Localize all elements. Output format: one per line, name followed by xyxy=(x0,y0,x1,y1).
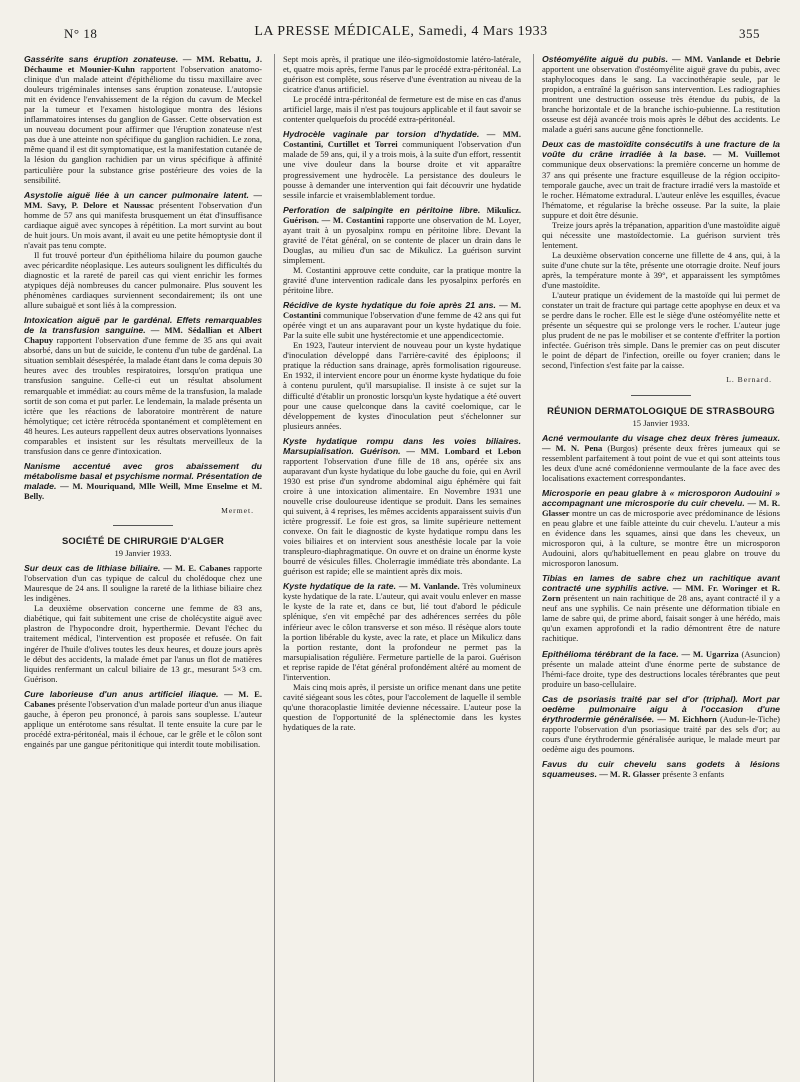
article-paragraph xyxy=(542,54,780,134)
publication-title: LA PRESSE MÉDICALE, Samedi, 4 Mars 1933 xyxy=(254,24,548,39)
article-paragraph xyxy=(542,649,780,689)
article xyxy=(542,139,780,370)
article-signature: L. Bernard. xyxy=(726,375,772,385)
article-title: Asystolie aiguë liée à un cancer pulmonaire latent. xyxy=(24,189,249,200)
article-authors: — M. R. Glasser xyxy=(542,497,780,518)
article-paragraph: Sept mois après, il pratique une iléo-sigmoïdostomie latéro-latérale, et, quatre mois après, ferme l'anus par le procédé extra-péritonéal. La guérison est complète, sous réserve d'une éventration au niveau de la cicatrice d'anus artificiel. xyxy=(283,54,521,95)
article-paragraph xyxy=(542,488,780,568)
article-paragraph xyxy=(283,129,521,199)
article xyxy=(542,54,780,134)
article-paragraph: L'auteur pratique un évidement de la mastoïde qui lui permet de constater un trait de fracture qui partage cette apophyse en deux et va se perdre dans le rocher. Elle est le siège d'une ostéomyélite nette et présente un séquestre qui se prolonge vers le rocher. L'auteur juge plus prudent de ne pas le mobiliser et se contente d'effriter la portion infectée. Guérison très simple. Dans le premier cas on peut discuter le point de départ de l'infection, oreille ou foyer cranien; dans le second, l'infection s'est faite par la caisse. xyxy=(542,290,780,371)
article-authors: — M. Costantini xyxy=(283,300,521,321)
article-paragraph xyxy=(24,689,262,749)
column-3 xyxy=(533,54,780,1082)
article-title: Kyste hydatique rompu dans les voies biliaires. Marsupialisation. Guérison. xyxy=(283,435,521,456)
article-title: Cure laborieuse d'un anus artificiel iliaque. xyxy=(24,688,219,699)
article-title: Cas de psoriasis traité par sel d'or (triphal). Mort par oedème pulmonaire aigu à l'occasion d'une érythrodermie généralisée. xyxy=(542,693,780,724)
article-title: Intoxication aiguë par le gardénal. Effets remarquables de la transfusion sanguine. xyxy=(24,315,262,336)
article-paragraph xyxy=(283,300,521,340)
article-paragraph xyxy=(542,694,780,754)
article xyxy=(542,694,780,754)
article xyxy=(24,689,262,749)
column-1 xyxy=(24,54,262,1082)
article-paragraph: Treize jours après la trépanation, apparition d'une mastoïdite aiguë qui nécessite une mastoïdectomie. La guérison survient très lentement. xyxy=(542,219,780,250)
article-authors: — M. R. Glasser xyxy=(597,769,661,780)
article-paragraph xyxy=(283,581,521,681)
section-date: 15 Janvier 1933. xyxy=(632,417,690,428)
article-text: communiquent l'observation d'un malade de 59 ans, qui, il y a trois mois, à la suite d'un effort, ressentit une vive douleur dans la bourse droite et vit apparaître progressivement une hydrocèle. La persistance des douleurs le pousse à demander une intervention qui fait découvrir une hydatide sessile infarcie et vraisemblablement tordue. xyxy=(283,139,521,200)
article xyxy=(283,581,521,732)
article-title: Epithélioma térébrant de la face. xyxy=(542,648,679,659)
article-continuation xyxy=(283,54,521,124)
article-text: présente 3 enfants xyxy=(660,769,725,780)
article-paragraph xyxy=(24,315,262,456)
article-text: présente l'observation d'un malade porteur d'un anus iliaque gauche, à éperon peu prononcé, à parois sans souplesse. L'auteur applique un entérotome sans résultat. Il tente ensuite la cure par le procédé extra-péritonéal, mais il échoue, car le grêle et le côlon sont engainés par une gangue péritonitique qui interdit toute mobilisation. xyxy=(24,698,262,749)
article-title: Perforation de salpingite en péritoine libre. xyxy=(283,204,481,215)
article xyxy=(24,461,262,501)
section-title: SOCIÉTÉ DE CHIRURGIE D'ALGER xyxy=(61,535,224,547)
article-authors: Mikulicz. Guérison. — M. Costantini xyxy=(283,204,521,225)
article-text: (Audun-le-Tiche) rapporte l'observation d'un psoriasique traité par des sels d'or; au cours d'une érythrodermie généralisée aurique, le malade meurt par oedème aigu des poumons. xyxy=(542,713,780,754)
article-text: (Asuncion) présente un malade atteint d'une énorme perte de substance de l'hémi-face droite, type des destructions locales térébrantes que peut produire un baso-cellulaire. xyxy=(542,648,780,689)
article-title: Acné vermoulante du visage chez deux frères jumeaux. xyxy=(542,432,780,443)
article xyxy=(283,129,521,199)
columns xyxy=(24,54,780,1082)
article-authors: — MM. Fr. Woringer et R. Zorn xyxy=(542,583,780,604)
article xyxy=(283,300,521,431)
article xyxy=(24,563,262,684)
article-paragraph: Le procédé intra-péritonéal de fermeture est de mise en cas d'anus artificiel large, mais il n'est pas toujours applicable et il faut savoir se contenter quelquefois du procédé extra-péritonéal. xyxy=(283,94,521,125)
article-paragraph: La deuxième observation concerne une femme de 83 ans, diabétique, qui fait subitement une crise de cholécystite aiguë avec plastron de l'hypocondre droit, hyperthermie. Devant l'échec du traitement médical, l'intervention est proposée et refusée. On fait ingérer de l'huile d'olives toutes les deux heures, et douze jours après le début des accidents, la malade émet par l'anus un flot de matières liquides renfermant un calcul biliaire de 13 gr., mesurant 5×3 cm. Guérison. xyxy=(24,603,262,684)
article-authors: — MM. Costantini, Curtillet et Torrei xyxy=(283,129,521,150)
article-authors: — MM. Lombard et Lebon xyxy=(400,445,521,456)
article-authors: — M. Mouriquand, Mlle Weill, Mme Enselme et M. Belly. xyxy=(24,480,262,501)
article-text: rapportent l'observation d'une fille de 18 ans, opérée six ans auparavant d'un kyste hydatique du lobe gauche du foie, qui en Avril 1930 est prise d'un syndrome abdominal aigu éphémère qui fait croire à une intoxication alimentaire. En Novembre 1931 une nouvelle crise douloureuse identique se produit. Dans les semaines qui suivent, à 4 reprises, les mêmes accidents apparaissent suivis d'un ictère progressif. Le foie est gros, sa limite supérieure nettement convexe. On fait le diagnostic de kyste hydatique rompu dans les voies biliaires et on intervient sous anesthésie locale par la voie transpleuro-diaphragmatique. On ouvre et on draine un énorme kyste bourré de vésicules filles. Cholerragie immédiate très abondante. La guérison est rapide; elle se maintient après dix mois. xyxy=(283,455,521,577)
article-authors: — MM. Vanlande et Debrie xyxy=(668,54,780,64)
issue-number: N° 18 xyxy=(64,26,98,41)
article-paragraph: Il fut trouvé porteur d'un épithélioma hilaire du poumon gauche avec péricardite néoplasique. Les auteurs soulignent les difficultés du diagnostic et la rareté de pareil cas qui vient enrichir les formes atypiques déjà nombreuses du cancer pulmonaire. Plus souvent les phénomènes cardiaques surviennent secondairement; ils ont une allure subaiguë et sont liés à la compression. xyxy=(24,249,262,311)
page-header xyxy=(24,24,778,46)
column-2 xyxy=(274,54,521,1082)
article-authors: — M. Vanlande. xyxy=(396,581,460,592)
article-text: rapportent l'observation anatomo-clinique d'un malade atteint d'épithéliome du tissu maxillaire avec douleurs trigéminales intenses sans éruption zonateuse. L'autopsie mit en évidence l'envahissement de la région du cavum de Meckel par la tumeur et l'examen histologique montra des lésions inflammatoires intenses du ganglion de Gasser. Cette observation est un nouveau document pour affirmer que l'éruption zonateuse n'est pas due à une atteinte non spécifique du ganglion rachidien. Le zona, même quand il est dit symptomatique, est la manifestation cutanée de la lésion du ganglion rachidien par un virus spécifique à affinité particulière pour la substance grise postérieure des voies de la sensibilité. xyxy=(24,64,262,185)
article-text: présentent un nain rachitique de 28 ans, ayant contracté il y a neuf ans une syphilis. Ce nain présente une déformation tibiale en lame de sabre qui, de prime abord, faisait songer à une hérédo, mais qu'un examen approfondi et la radio démontrent être de nature rachitique. xyxy=(542,593,780,644)
article-authors: — MM. Rebattu, J. Déchaume et Mounier-Kuhn xyxy=(24,54,262,75)
article xyxy=(542,649,780,689)
article-paragraph xyxy=(24,461,262,501)
article-title: Kyste hydatique de la rate. xyxy=(283,581,396,592)
article-authors: — MM. Sédallian et Albert Chapuy xyxy=(24,325,262,346)
article-authors: — M. Vuillemot xyxy=(706,149,780,160)
article-paragraph: La deuxième observation concerne une fillette de 4 ans, qui, à la suite d'une chute sur la tête, présente une otorragie droite. Neuf jours après, la température monte à 39°, et apparaissent les symptômes d'une mastoïdite. xyxy=(542,249,780,291)
article-title: Nanisme accentué avec gros abaissement du métabolisme basal et psychisme normal. Présentation de malade. xyxy=(24,460,262,491)
section-date: 19 Janvier 1933. xyxy=(114,548,172,559)
article-authors: — M. Ugarriza xyxy=(678,648,739,659)
article-paragraph xyxy=(283,436,521,577)
article-text: communique deux observations: la première concerne un homme de 37 ans qui présente une fracture esquilleuse de la région occipito-temporale gauche, avec un trait de fracture irradié vers la mastoïde et le rocher. Hématome extradural. L'auteur enlève les esquilles, évacue l'hématome, et régularise la brèche osseuse. Par la suite, la plaie suppure et doit être désunie. xyxy=(542,159,780,220)
article-paragraph xyxy=(24,54,262,185)
article-title: Deux cas de mastoïdite consécutifs à une fracture de la voûte du crâne irradiée à la base. xyxy=(542,139,780,160)
article-paragraph xyxy=(542,573,780,643)
article xyxy=(283,436,521,577)
article-text: rapportent l'observation d'une femme de 35 ans qui avait absorbé, dans un but de suicide, le contenu d'un tube de gardénal. La situation semblait désespérée, la malade étant dans le coma depuis 30 heures avec des troubles respiratoires, lorsqu'on pratiqua une transfusion sanguine. Celle-ci eut un résultat absolument remarquable et immédiat: au cours même de la transfusion, la malade sortit de son coma et put parler. Le lendemain, la malade présenta un ictère que les réactions de laboratoire montrèrent de nature hémolytique; cet ictère rétrocéda spontanément et complètement en 48 heures. Les auteurs rappellent deux autres observations lyonnaises comparables et insistent sur les résultats merveilleux de la transfusion dans ce genre d'intoxication. xyxy=(24,335,262,456)
article xyxy=(542,573,780,643)
article-authors: — M. N. Pena xyxy=(542,442,603,453)
article-title: Microsporie en peau glabre à « microsporon Audouini » accompagnant une microsporie du cuir chevelu. xyxy=(542,487,780,508)
article-text: communique l'observation d'une femme de 42 ans qui fut opérée vingt et un ans auparavant pour un kyste hydatique du foie. Par la suite elle subit une hystérectomie et une appendicectomie. xyxy=(283,310,521,341)
article-authors: — M. E. Cabanes xyxy=(160,563,231,574)
article xyxy=(24,190,262,311)
article xyxy=(542,488,780,568)
article-title: Récidive de kyste hydatique du foie après 21 ans. xyxy=(283,300,496,311)
article-paragraph: M. Costantini approuve cette conduite, car la pratique montre la gravité d'une intervention radicale dans les pyosalpinx perforés en péritoine libre. xyxy=(283,264,521,296)
article-paragraph xyxy=(283,205,521,265)
article-title: Sur deux cas de lithiase biliaire. xyxy=(24,563,161,574)
article-text: rapporte une observation de M. Loyer, ayant trait à un pyosalpinx rompu en péritoine libre. Devant la gravité de l'état général, on se contente de placer un drain dans le Douglas, au milieu d'un sac de Mikulicz. La guérison survint simplement. xyxy=(283,214,521,265)
article-text: Très volumineux kyste hydatique de la rate. L'auteur, qui avait voulu enlever en masse le kyste de la rate et, dans ce but, lié tout d'abord le pédicule splénique, s'en vit empêché par des adhérences serrées du pôle inférieur avec le côlon transverse et son méso. Il résèque alors toute la portion libérable du kyste, avec la rate, et place un Mikulicz dans la portion restante, dont la profondeur ne permet pas la marsupialisation régulière. Fermeture partielle de la paroi. Guérison et reprise rapide de l'état général profondément altéré au moment de l'intervention. xyxy=(283,581,521,682)
article-title: Favus du cuir chevelu sans godets à lésions squameuses. xyxy=(542,759,780,780)
article-paragraph: En 1923, l'auteur intervient de nouveau pour un kyste hydatique d'inoculation développé dans l'arrière-cavité des épiploons; il pratique la réduction sans drainage, après formolisation rigoureuse. En 1932, il intervient encore pour un énorme kyste hydatique du foie à contenu purulent, qu'il marsupialise. Il insiste à ce sujet sur la difficulté d'établir un pronostic lorsqu'un kyste hydatique a été ouvert pour une cause quelconque dans la cavité coelomique, car le développement de kystes d'inoculation peut s'échelonner sur plusieurs années. xyxy=(283,340,521,431)
page-number: 355 xyxy=(739,26,760,41)
article-paragraph xyxy=(24,190,262,250)
article xyxy=(542,759,780,779)
article-authors: — MM. Savy, P. Delore et Naussac xyxy=(24,189,262,210)
article-text: présentent l'observation d'un homme de 57 ans qui manifesta brusquement un état d'insuffisance cardiaque aiguë avec syncopes à répétition. La mort survint au bout de huit jours. Un mois avant, il avait eu une petite hémoptysie dont il n'avait pas tenu compte. xyxy=(24,199,262,250)
article-text: apportent une observation d'ostéomyélite aiguë grave du pubis, avec staphylocoques dans le sang. La vaccinothérapie seule, par le propidon, a entraîné la guérison sans intervention. Les radiographies montrent une destruction osseuse très étendue du pubis, de la branche horizontale et de la branche ischio-pubienne. La restitution osseuse est déjà avancée trois mois après le début des accidents. Le malade a guéri sans aucune gêne fonctionnelle. xyxy=(542,64,780,135)
section-title: RÉUNION DERMATOLOGIQUE DE STRASBOURG xyxy=(547,404,775,416)
article xyxy=(24,54,262,185)
article-paragraph xyxy=(24,563,262,603)
article xyxy=(24,315,262,456)
article-signature: Mermet. xyxy=(221,506,254,516)
article-text: (Burgos) présente deux frères jumeaux qui se ressemblent parfaitement à tout point de vue et qui sont atteints tous les deux d'une acné comédonienne vermoulante de la face avec des localisations exactement correspondantes. xyxy=(542,442,780,483)
article-title: Ostéomyélite aiguë du pubis. xyxy=(542,54,669,64)
article-paragraph: Mais cinq mois après, il persiste un orifice menant dans une petite cavité siégeant sous les côtes, pour l'accolement de laquelle il semble qu'une thoracoplastie limitée devienne nécessaire. L'auteur pose la question de l'opportunité de la splénectomie dans les kystes hydatiques de la rate. xyxy=(283,681,521,732)
article-authors: — M. E. Cabanes xyxy=(24,688,262,709)
article-paragraph xyxy=(542,433,780,483)
article-title: Gassérite sans éruption zonateuse. xyxy=(24,54,179,64)
article-paragraph xyxy=(542,759,780,779)
article xyxy=(283,205,521,295)
article-title: Hydrocèle vaginale par torsion d'hydatide. xyxy=(283,129,480,140)
article-paragraph xyxy=(542,139,780,219)
article-authors: — M. Eichhorn xyxy=(654,713,717,724)
article-text: rapporte l'observation d'un cas typique de calcul du cholédoque chez une Mauresque de 24 ans. Il souligne la rareté de la lithiase biliaire chez les indigènes. xyxy=(24,563,262,604)
section-divider xyxy=(631,395,691,396)
article-text: montre un cas de microsporie avec prédominance de lésions en peau glabre et une faible atteinte du cuir chevelu. L'auteur a mis en évidence dans les squames, ainsi que dans les cheveux, un microsporon qui, à la culture, se montre être un microsporon Audouini, alors qu'habituellement en peau glabre on trouve du microsporon lanosum. xyxy=(542,507,780,569)
article xyxy=(542,433,780,483)
article-title: Tibias en lames de sabre chez un rachitique avant contracté une syphilis active. xyxy=(542,573,780,594)
section-divider xyxy=(113,525,173,526)
